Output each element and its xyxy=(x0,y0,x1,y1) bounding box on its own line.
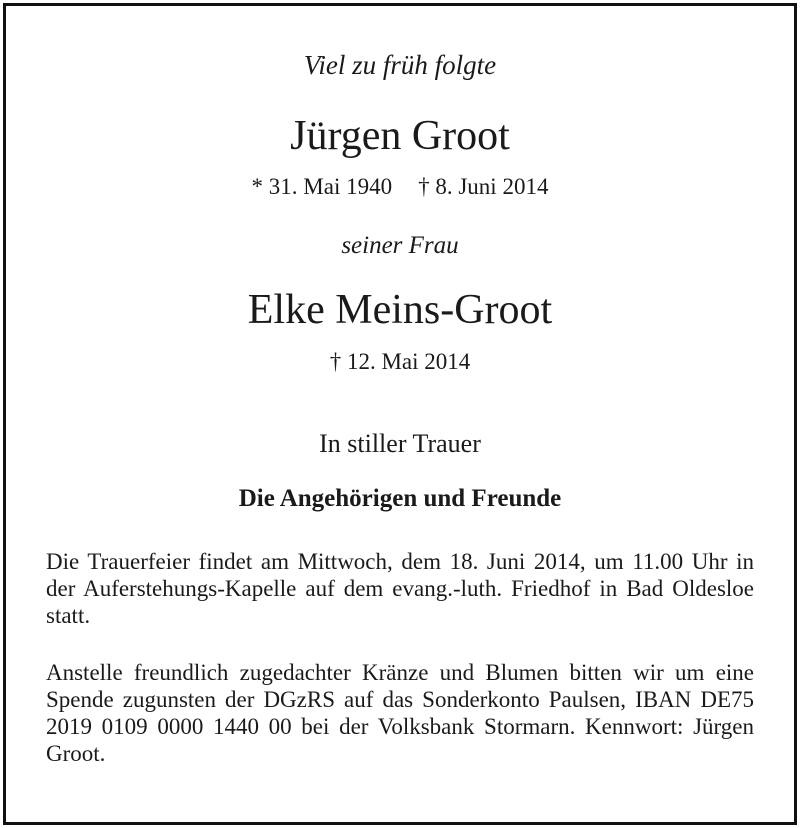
intro-line: Viel zu früh folgte xyxy=(303,50,497,80)
obituary-notice xyxy=(3,3,797,825)
family-signature: Die Angehörigen und Freunde xyxy=(238,485,562,512)
deceased-name-2: Elke Meins-Groot xyxy=(247,287,553,333)
death-date-1: † 8. Juni 2014 xyxy=(418,174,549,199)
birth-date-1: * 31. Mai 1940 xyxy=(251,174,393,199)
deceased-dates-1 xyxy=(6,174,794,200)
funeral-info-paragraph: Die Trauerfeier findet am Mittwoch, dem 18. Juni 2014, um 11.00 Uhr in der Auferstehungs-Kapelle auf dem evang.-luth. Friedhof in Bad Oldesloe statt. xyxy=(46,549,754,628)
donation-info-paragraph: Anstelle freundlich zugedachter Kränze und Blumen bitten wir um eine Spende zugunsten der DGzRS auf das Sonderkonto Paulsen, IBAN DE75 2019 0109 0000 1440 00 bei der Volksbank Stormarn. Kennwort: Jürgen Groot. xyxy=(46,660,754,766)
relation-line: seiner Frau xyxy=(341,232,459,259)
mourning-line: In stiller Trauer xyxy=(319,429,481,458)
death-date-2: † 12. Mai 2014 xyxy=(329,349,471,374)
deceased-name-1: Jürgen Groot xyxy=(290,113,510,159)
